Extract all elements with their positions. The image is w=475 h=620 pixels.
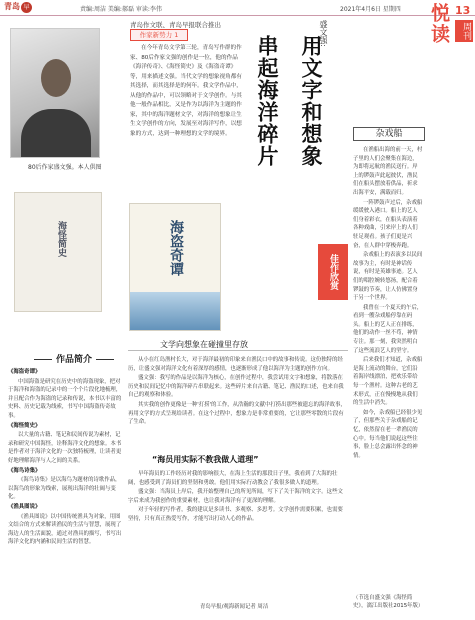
article-sub-header: 青岛作文联、青岛早报联合推出	[130, 21, 221, 29]
section-band	[425, 0, 475, 620]
work-text: 《渔具图说》以中国传统渔具为对象，用图文结合的方式来解读渔民的生活与智慧，展现了海边人的生活面貌，通过对渔具的描写，书写出海洋文化的内涵和民间生活的智慧。	[8, 513, 122, 546]
paragraph: 我曾在一个夏天的午后，看到一艘杂戏船停靠在码头。船上的艺人正在排练，他们的动作一丝不苟，神情专注。那一刻，我突然明白了这些流浪艺人的坚守。	[353, 304, 423, 354]
work-label: 《渔具图说》	[8, 503, 41, 510]
section-title: 悦读	[428, 3, 450, 45]
works-list	[8, 368, 123, 548]
paragraph: 盛文强：我写的作品是以海洋为核心，在创作过程中，我尝试用文字和想象，将散落在历史和民间记忆中的海洋碎片串联起来。这些碎片来自古籍、笔记、渔民的口述，也来自我自己的观察和体验。	[128, 375, 344, 399]
paragraph: 在渔船出海的前一天，村子里的人们会聚集在海边，为即将远航的渔民送行。岸上的锣鼓声此起彼伏，渔民们在船头摆放着供品，祈求出海平安，满载而归。	[353, 147, 423, 196]
work-label: 《海鸟诗集》	[8, 467, 41, 474]
book-cover-1-title: 海怪简史	[56, 221, 66, 257]
column-label-text: 作家新势力	[139, 31, 173, 39]
byline: 青岛早报/观海新闻记者 周洁	[200, 604, 269, 610]
interview-body-1	[128, 356, 348, 428]
work-label: 《海盗奇谭》	[8, 369, 41, 375]
book-cover-1	[14, 192, 102, 312]
essay-source: （节选自盛文强《海怪简史》，漓江出版社2015年版）	[353, 595, 424, 609]
column-index: 1	[174, 31, 179, 39]
interview-heading: 文学向想象在碰撞里存放	[160, 340, 248, 349]
paragraph: 一阵锣鼓声过后，杂戏船缓缓驶入港口。船上的艺人们身着彩衣，在船头表演着各种戏曲，引来岸上的人们驻足观看。孩子们更是兴奋，在人群中穿梭奔跑。	[353, 199, 423, 249]
paragraph: 后来我们才知道，杂戏船是海上流动的舞台，它们沿着海岸线漂泊，把欢乐带给每一个渔村。这种古老的艺术形式，正在慢慢地从我们的生活中消失。	[353, 357, 423, 407]
interview-body-2	[128, 470, 348, 525]
essay-body	[353, 146, 423, 461]
logo-text: 青岛	[4, 2, 20, 11]
headline-main: 用文字和想象	[299, 35, 323, 167]
page-number: 13	[455, 4, 471, 17]
work-label: 《海怪简史》	[8, 422, 41, 429]
logo-badge: 早	[21, 2, 32, 13]
paragraph: 从小在红岛渔村长大，对于海洋最初的印象来自渔民口中的故事和传说。这份独特的经历，让盛文强对海洋文化有着深厚的感情，也逐渐形成了他以海洋为主题的创作方向。	[128, 357, 343, 372]
photo-caption: 80后作家盛文强。本人供图	[28, 164, 102, 171]
photo-head	[41, 59, 71, 97]
article-intro: 在今年青岛文学第三轮，青岛写作群的作家、80后作家文强的创作是一位，他的作品《海洋传奇》、《海怪简史》及《海盗奇谭》等，用来描述文强。当代文学的想象视角都有其选择，而其选择是的何年。我文学作品中，从他的作品中，可以领略对于文学创作。与其他一般作品相比，又是作为以海洋为主题的作家，其中的海洋题材文学，对海洋的想象让生生文学创作的方向，发展至对海洋写作，以想象的方式，达到一种理想的文学的境界。	[130, 45, 242, 137]
paragraph: 盛文强：当海员上岸后，我开始整理自己的所见所闻，写下了关于海洋的文字。这些文字后来成为我创作的重要素材，也让我对海洋有了更深的理解。	[128, 489, 343, 504]
page-header	[0, 0, 475, 16]
paragraph: 对于年轻的写作者，我的建议是多读书、多观察、多思考。文学创作需要积累，也需要坚持，只有真正热爱写作，才能写出打动人心的作品。	[128, 507, 343, 522]
issue-date: 2021年4月6日 星期四	[340, 6, 401, 13]
essay-title: 杂戏船	[353, 127, 425, 141]
paragraph: 如今，杂戏船已经很少见了，但那些关于杂戏船的记忆，依然留在老一辈渔民的心中。每当他们说起这些往事，脸上总会露出怀念的神情。	[353, 409, 423, 459]
section-label: 周刊	[455, 20, 473, 42]
works-heading: 作品简介	[30, 352, 118, 365]
headline-prefix: 盛文强:	[319, 20, 328, 47]
feature-badge: 佳作欣赏	[318, 244, 348, 300]
book-cover-2	[129, 203, 221, 331]
interview-subheading: “海员用实际不教我做人道理”	[152, 455, 259, 464]
headline-sub: 串起海洋碎片	[255, 35, 279, 167]
work-text: 以大量的古籍、笔记和民间传说为素材，记录和研究中国海怪，诠释海洋文化的想象。本书是作者对于海洋文化的一次独特梳理，让读者更好地理解海洋与人之间的关系。	[8, 432, 122, 464]
divider	[128, 350, 348, 351]
book-cover-2-title: 海盗奇谭	[168, 220, 184, 276]
work-text: 中国海盗是研究在历史中的海盗现象，把对于海洋和海盗的记录中的一个个片段化地梳理，并且配合作为海盗的记录和传说，本书以丰富的史料、历史记载为线索，书写中国海盗传奇故事。	[8, 378, 122, 419]
column-label	[130, 29, 188, 41]
paragraph: 其实我的创作更像是一种'打捞'的工作，从浩瀚的文献中打捞出那些被遗忘的海洋故事，再用文学的方式呈现给读者。在这个过程中，想象力是非常重要的，它让那些零散的片段有了生命。	[128, 401, 346, 426]
photo-body	[21, 109, 91, 158]
book-cover-2-wave	[130, 292, 221, 331]
work-text: 《海鸟诗集》是以海鸟为题材的诗歌作品，以海鸟的形象为线索，展现出海洋的壮阔与变化。	[8, 477, 121, 501]
paragraph: 早年海员的工作经历对我的影响很大，在海上生活的那段日子里，我看到了大海的壮阔，也感受到了海员们的坚韧和勇敢。他们用实际行动教会了我很多做人的道理。	[128, 471, 338, 486]
paragraph: 杂戏船上的表演多以民间故事为主，有时是神话传说，有时是英雄事迹。艺人们的唱腔婉转悠扬，配合着锣鼓的节奏，让人仿佛置身于另一个世界。	[353, 252, 423, 302]
editors-line: 责编:周洁 美编:郝磊 审读:李伟	[80, 6, 162, 13]
newspaper-logo	[4, 1, 44, 14]
author-photo	[10, 28, 100, 158]
